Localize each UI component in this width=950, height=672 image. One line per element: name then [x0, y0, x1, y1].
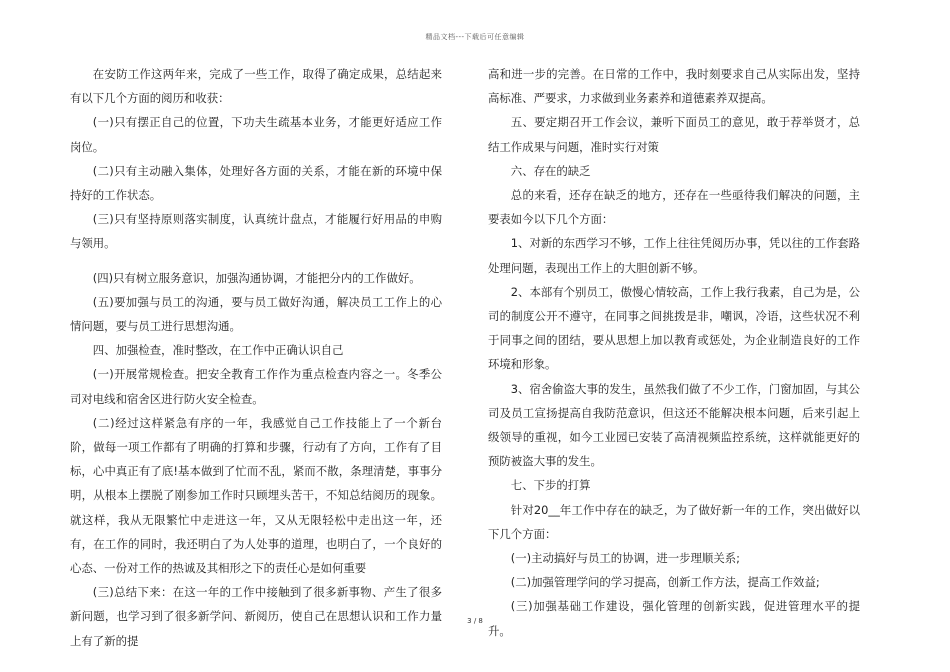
paragraph: 针对20__年工作中存在的缺乏，为了做好新一年的工作，突出做好以下几个方面：: [488, 502, 860, 541]
section-heading: 五、要定期召开工作会议，兼听下面员工的意见，敢于荐举贤才，总结工作成果与问题，准时实行对策: [488, 115, 860, 154]
paragraph: (三)总结下来：在这一年的工作中接触到了很多新事物、产生了很多新问题，也学习到了很多新学问、新阅历，使自己在思想认识和工作力量上有了新的提: [70, 585, 442, 648]
list-item: 1、对新的东西学习不够，工作上往往凭阅历办事，凭以往的工作套路处理问题，表现出工作上的大胆创新不够。: [488, 236, 860, 275]
paragraph: 总的来看，还存在缺乏的地方，还存在一些亟待我们解决的问题，主要表如今以下几个方面：: [488, 188, 860, 227]
paragraph: (一)开展常规检查。把安全教育工作作为重点检查内容之一。冬季公司对电线和宿舍区进行防火安全检查。: [70, 367, 442, 406]
list-item: (二)加强管理学问的学习提高，创新工作方法，提高工作效益;: [510, 575, 820, 590]
paragraph: 在安防工作这两年来，完成了一些工作，取得了确定成果，总结起来有以下几个方面的阅历和收获：: [70, 67, 442, 106]
paragraph: (三)只有坚持原则落实制度，认真统计盘点，才能履行好用品的申购与领用。: [70, 212, 442, 251]
left-column: [70, 62, 442, 653]
list-item: (一)主动搞好与员工的协调，进一步理顺关系;: [510, 551, 740, 566]
list-item: 2、本部有个别员工，傲慢心情较高，工作上我行我素，自己为是，公司的制度公开不遵守，在同事之间挑拨是非，嘲讽，冷语，这些状况不利于同事之间的团结，要从思想上加以教育或惩处，为企业制造良好的工作环境和形象。: [488, 284, 860, 372]
paragraph: (一)只有摆正自己的位置，下功夫生疏基本业务，才能更好适应工作岗位。: [70, 115, 442, 154]
paragraph: (二)只有主动融入集体，处理好各方面的关系，才能在新的环境中保持好的工作状态。: [70, 163, 442, 203]
section-heading: 七、下步的打算: [510, 478, 591, 493]
paragraph-continued: 高和进一步的完善。在日常的工作中，我时刻要求自己从实际出发，坚持高标准、严要求，力求做到业务素养和道德素养双提高。: [488, 67, 860, 106]
page-number: 3 / 8: [467, 617, 483, 625]
paragraph: (四)只有树立服务意识，加强沟通协调，才能把分内的工作做好。: [92, 270, 421, 285]
page-header: 精品文档---下载后可任意编辑: [425, 33, 525, 41]
list-item: 3、宿舍偷盗大事的发生，虽然我们做了不少工作，门窗加固，与其公司及员工宣扬提高自我防范意识，但这还不能解决根本问题，后来引起上级领导的重视，如今工业园已安装了高清视频监控系统，这样就能更好的预防被盗大事的发生。: [488, 381, 860, 469]
list-item: (三)加强基础工作建设，强化管理的创新实践，促进管理水平的提升。: [488, 599, 860, 638]
paragraph: (五)要加强与员工的沟通，要与员工做好沟通，解决员工工作上的心情问题，要与员工进行思想沟通。: [70, 294, 442, 334]
paragraph: (二)经过这样紧急有序的一年，我感觉自己工作技能上了一个新台阶，做每一项工作都有了明确的打算和步骤，行动有了方向，工作有了目标，心中真正有了底!基本做到了忙而不乱，紧而不散，条理清楚，事事分明，从根本上摆脱了刚参加工作时只顾埋头苦干，不知总结阅历的现象。就这样，我从无限繁忙中走进这一年，又从无限轻松中走出这一年，还有，在工作的同时，我还明白了为人处事的道理，也明白了，一个良好的心态、一份对工作的热诚及其相形之下的责任心是如何重要: [70, 415, 442, 576]
right-column: [488, 62, 860, 643]
section-heading: 四、加强检查，准时整改，在工作中正确认识自己: [92, 343, 344, 358]
section-heading: 六、存在的缺乏: [510, 163, 591, 178]
